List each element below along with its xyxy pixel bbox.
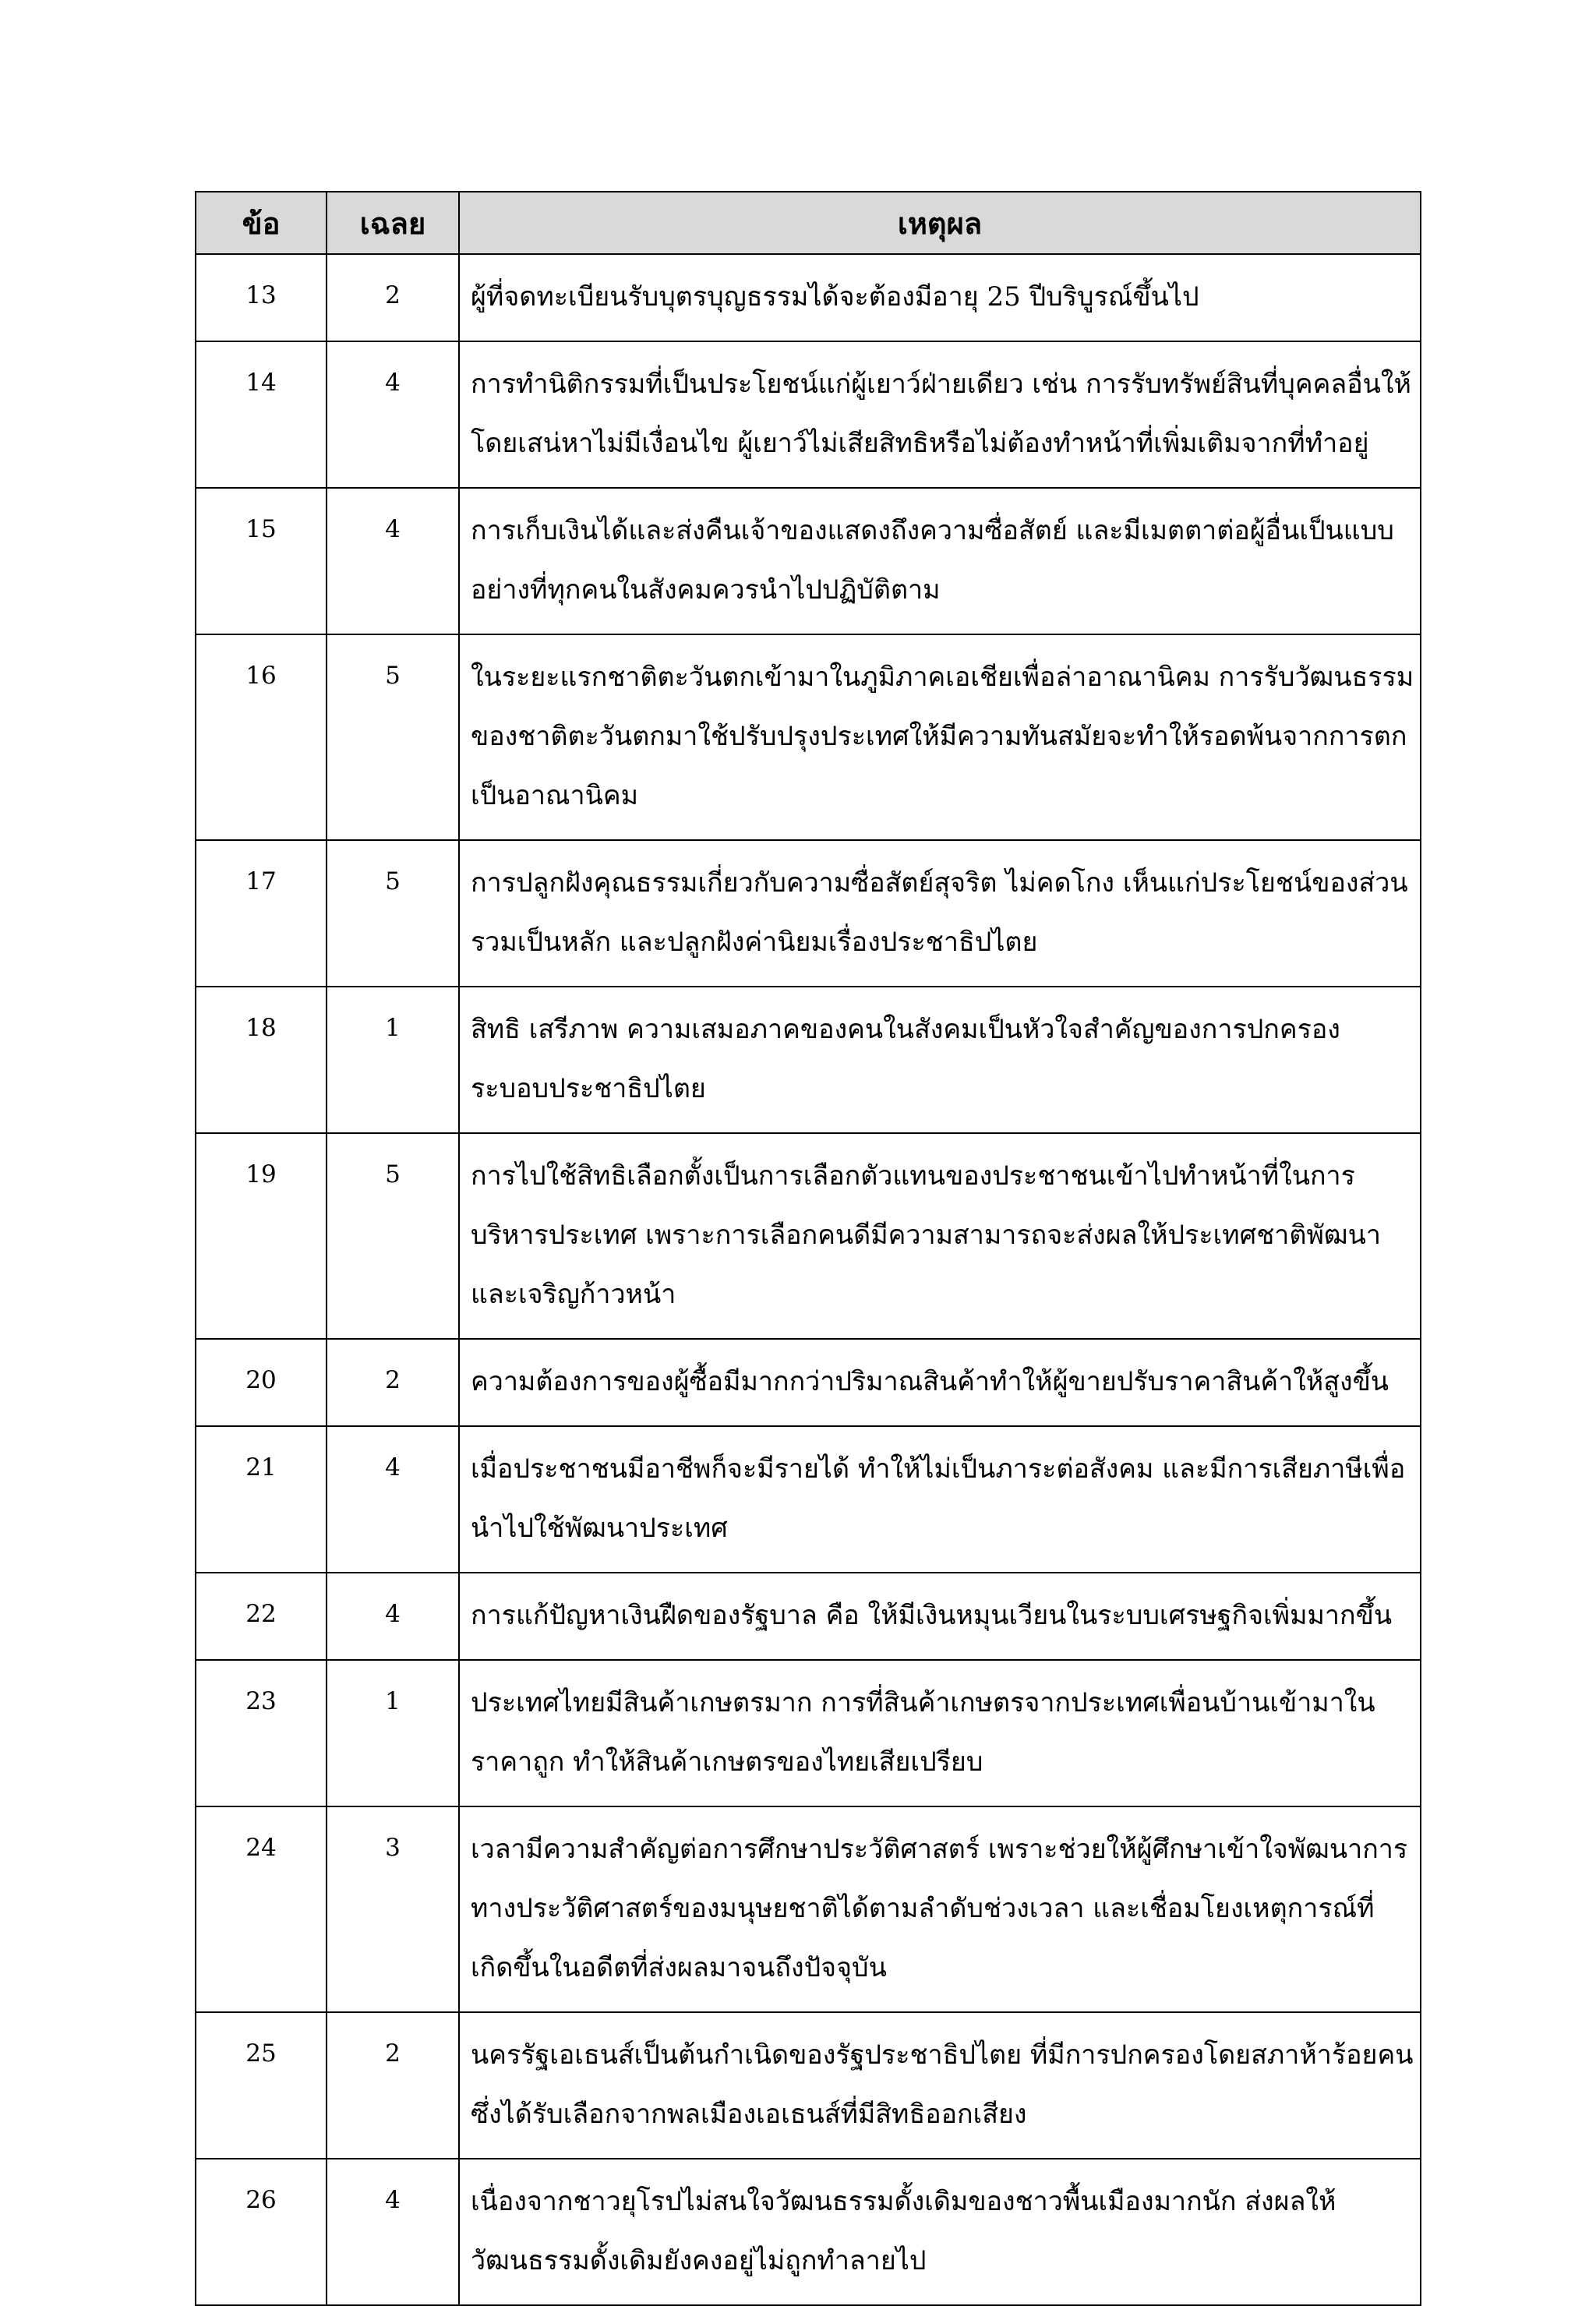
answer-number: 5: [327, 840, 459, 987]
table-row: [196, 634, 1421, 840]
reason-text: ในระยะแรกชาติตะวันตกเข้ามาในภูมิภาคเอเชียเพื่อล่าอาณานิคม การรับวัฒนธรรมของชาติตะวันตกมาใช้ปรับปรุงประเทศให้มีความทันสมัยจะทำให้รอดพ้นจากการตกเป็นอาณานิคม: [459, 634, 1421, 840]
item-number: 21: [196, 1426, 327, 1573]
table-row: [196, 488, 1421, 634]
item-number: 17: [196, 840, 327, 987]
table-row: [196, 1806, 1421, 2012]
header-item-no: ข้อ: [196, 192, 327, 254]
table-row: [196, 840, 1421, 987]
item-number: 22: [196, 1573, 327, 1660]
item-number: 26: [196, 2159, 327, 2305]
reason-text: การปลูกฝังคุณธรรมเกี่ยวกับความซื่อสัตย์สุจริต ไม่คดโกง เห็นแก่ประโยชน์ของส่วนรวมเป็นหลัก และปลูกฝังค่านิยมเรื่องประชาธิปไตย: [459, 840, 1421, 987]
answer-number: 1: [327, 1660, 459, 1806]
item-number: 19: [196, 1133, 327, 1339]
item-number: 20: [196, 1339, 327, 1426]
reason-text: การไปใช้สิทธิเลือกตั้งเป็นการเลือกตัวแทนของประชาชนเข้าไปทำหน้าที่ในการบริหารประเทศ เพราะการเลือกคนดีมีความสามารถจะส่งผลให้ประเทศชาติพัฒนาและเจริญก้าวหน้า: [459, 1133, 1421, 1339]
reason-text: สิทธิ เสรีภาพ ความเสมอภาคของคนในสังคมเป็นหัวใจสำคัญของการปกครองระบอบประชาธิปไตย: [459, 987, 1421, 1133]
header-answer: เฉลย: [327, 192, 459, 254]
answer-number: 5: [327, 634, 459, 840]
item-number: 15: [196, 488, 327, 634]
table-row: [196, 1573, 1421, 1660]
table-row: [196, 1660, 1421, 1806]
answer-number: 5: [327, 1133, 459, 1339]
answer-number: 2: [327, 1339, 459, 1426]
table-row: [196, 1339, 1421, 1426]
answer-number: 4: [327, 2159, 459, 2305]
table-row: [196, 2159, 1421, 2305]
answer-number: 4: [327, 1426, 459, 1573]
reason-text: ผู้ที่จดทะเบียนรับบุตรบุญธรรมได้จะต้องมีอายุ 25 ปีบริบูรณ์ขึ้นไป: [459, 254, 1421, 341]
table-row: [196, 341, 1421, 488]
item-number: 13: [196, 254, 327, 341]
table-row: [196, 254, 1421, 341]
reason-text: นครรัฐเอเธนส์เป็นต้นกำเนิดของรัฐประชาธิปไตย ที่มีการปกครองโดยสภาห้าร้อยคนซึ่งได้รับเลือกจากพลเมืองเอเธนส์ที่มีสิทธิออกเสียง: [459, 2012, 1421, 2159]
reason-text: เมื่อประชาชนมีอาชีพก็จะมีรายได้ ทำให้ไม่เป็นภาระต่อสังคม และมีการเสียภาษีเพื่อนำไปใช้พัฒนาประเทศ: [459, 1426, 1421, 1573]
table-row: [196, 1133, 1421, 1339]
reason-text: ความต้องการของผู้ซื้อมีมากกว่าปริมาณสินค้าทำให้ผู้ขายปรับราคาสินค้าให้สูงขึ้น: [459, 1339, 1421, 1426]
item-number: 23: [196, 1660, 327, 1806]
reason-text: การแก้ปัญหาเงินฝืดของรัฐบาล คือ ให้มีเงินหมุนเวียนในระบบเศรษฐกิจเพิ่มมากขึ้น: [459, 1573, 1421, 1660]
answer-number: 4: [327, 1573, 459, 1660]
item-number: 25: [196, 2012, 327, 2159]
reason-text: เนื่องจากชาวยุโรปไม่สนใจวัฒนธรรมดั้งเดิมของชาวพื้นเมืองมากนัก ส่งผลให้วัฒนธรรมดั้งเดิมยังคงอยู่ไม่ถูกทำลายไป: [459, 2159, 1421, 2305]
answer-key-page: [195, 191, 1420, 2306]
item-number: 14: [196, 341, 327, 488]
reason-text: การทำนิติกรรมที่เป็นประโยชน์แก่ผู้เยาว์ฝ่ายเดียว เช่น การรับทรัพย์สินที่บุคคลอื่นให้โดยเสน่หาไม่มีเงื่อนไข ผู้เยาว์ไม่เสียสิทธิหรือไม่ต้องทำหน้าที่เพิ่มเติมจากที่ทำอยู่: [459, 341, 1421, 488]
reason-text: การเก็บเงินได้และส่งคืนเจ้าของแสดงถึงความซื่อสัตย์ และมีเมตตาต่อผู้อื่นเป็นแบบอย่างที่ทุกคนในสังคมควรนำไปปฏิบัติตาม: [459, 488, 1421, 634]
answer-number: 4: [327, 488, 459, 634]
header-reason: เหตุผล: [459, 192, 1421, 254]
table-header: [196, 192, 1421, 254]
answer-number: 2: [327, 2012, 459, 2159]
answer-number: 1: [327, 987, 459, 1133]
item-number: 24: [196, 1806, 327, 2012]
table-row: [196, 2012, 1421, 2159]
table-row: [196, 1426, 1421, 1573]
reason-text: เวลามีความสำคัญต่อการศึกษาประวัติศาสตร์ เพราะช่วยให้ผู้ศึกษาเข้าใจพัฒนาการทางประวัติศาสตร์ของมนุษยชาติได้ตามลำดับช่วงเวลา และเชื่อมโยงเหตุการณ์ที่เกิดขึ้นในอดีตที่ส่งผลมาจนถึงปัจจุบัน: [459, 1806, 1421, 2012]
answer-number: 2: [327, 254, 459, 341]
answer-number: 3: [327, 1806, 459, 2012]
header-row: [196, 192, 1421, 254]
table-row: [196, 987, 1421, 1133]
item-number: 16: [196, 634, 327, 840]
item-number: 18: [196, 987, 327, 1133]
answer-key-table: [195, 191, 1421, 2306]
table-body: [196, 254, 1421, 2305]
answer-number: 4: [327, 341, 459, 488]
reason-text: ประเทศไทยมีสินค้าเกษตรมาก การที่สินค้าเกษตรจากประเทศเพื่อนบ้านเข้ามาในราคาถูก ทำให้สินค้าเกษตรของไทยเสียเปรียบ: [459, 1660, 1421, 1806]
